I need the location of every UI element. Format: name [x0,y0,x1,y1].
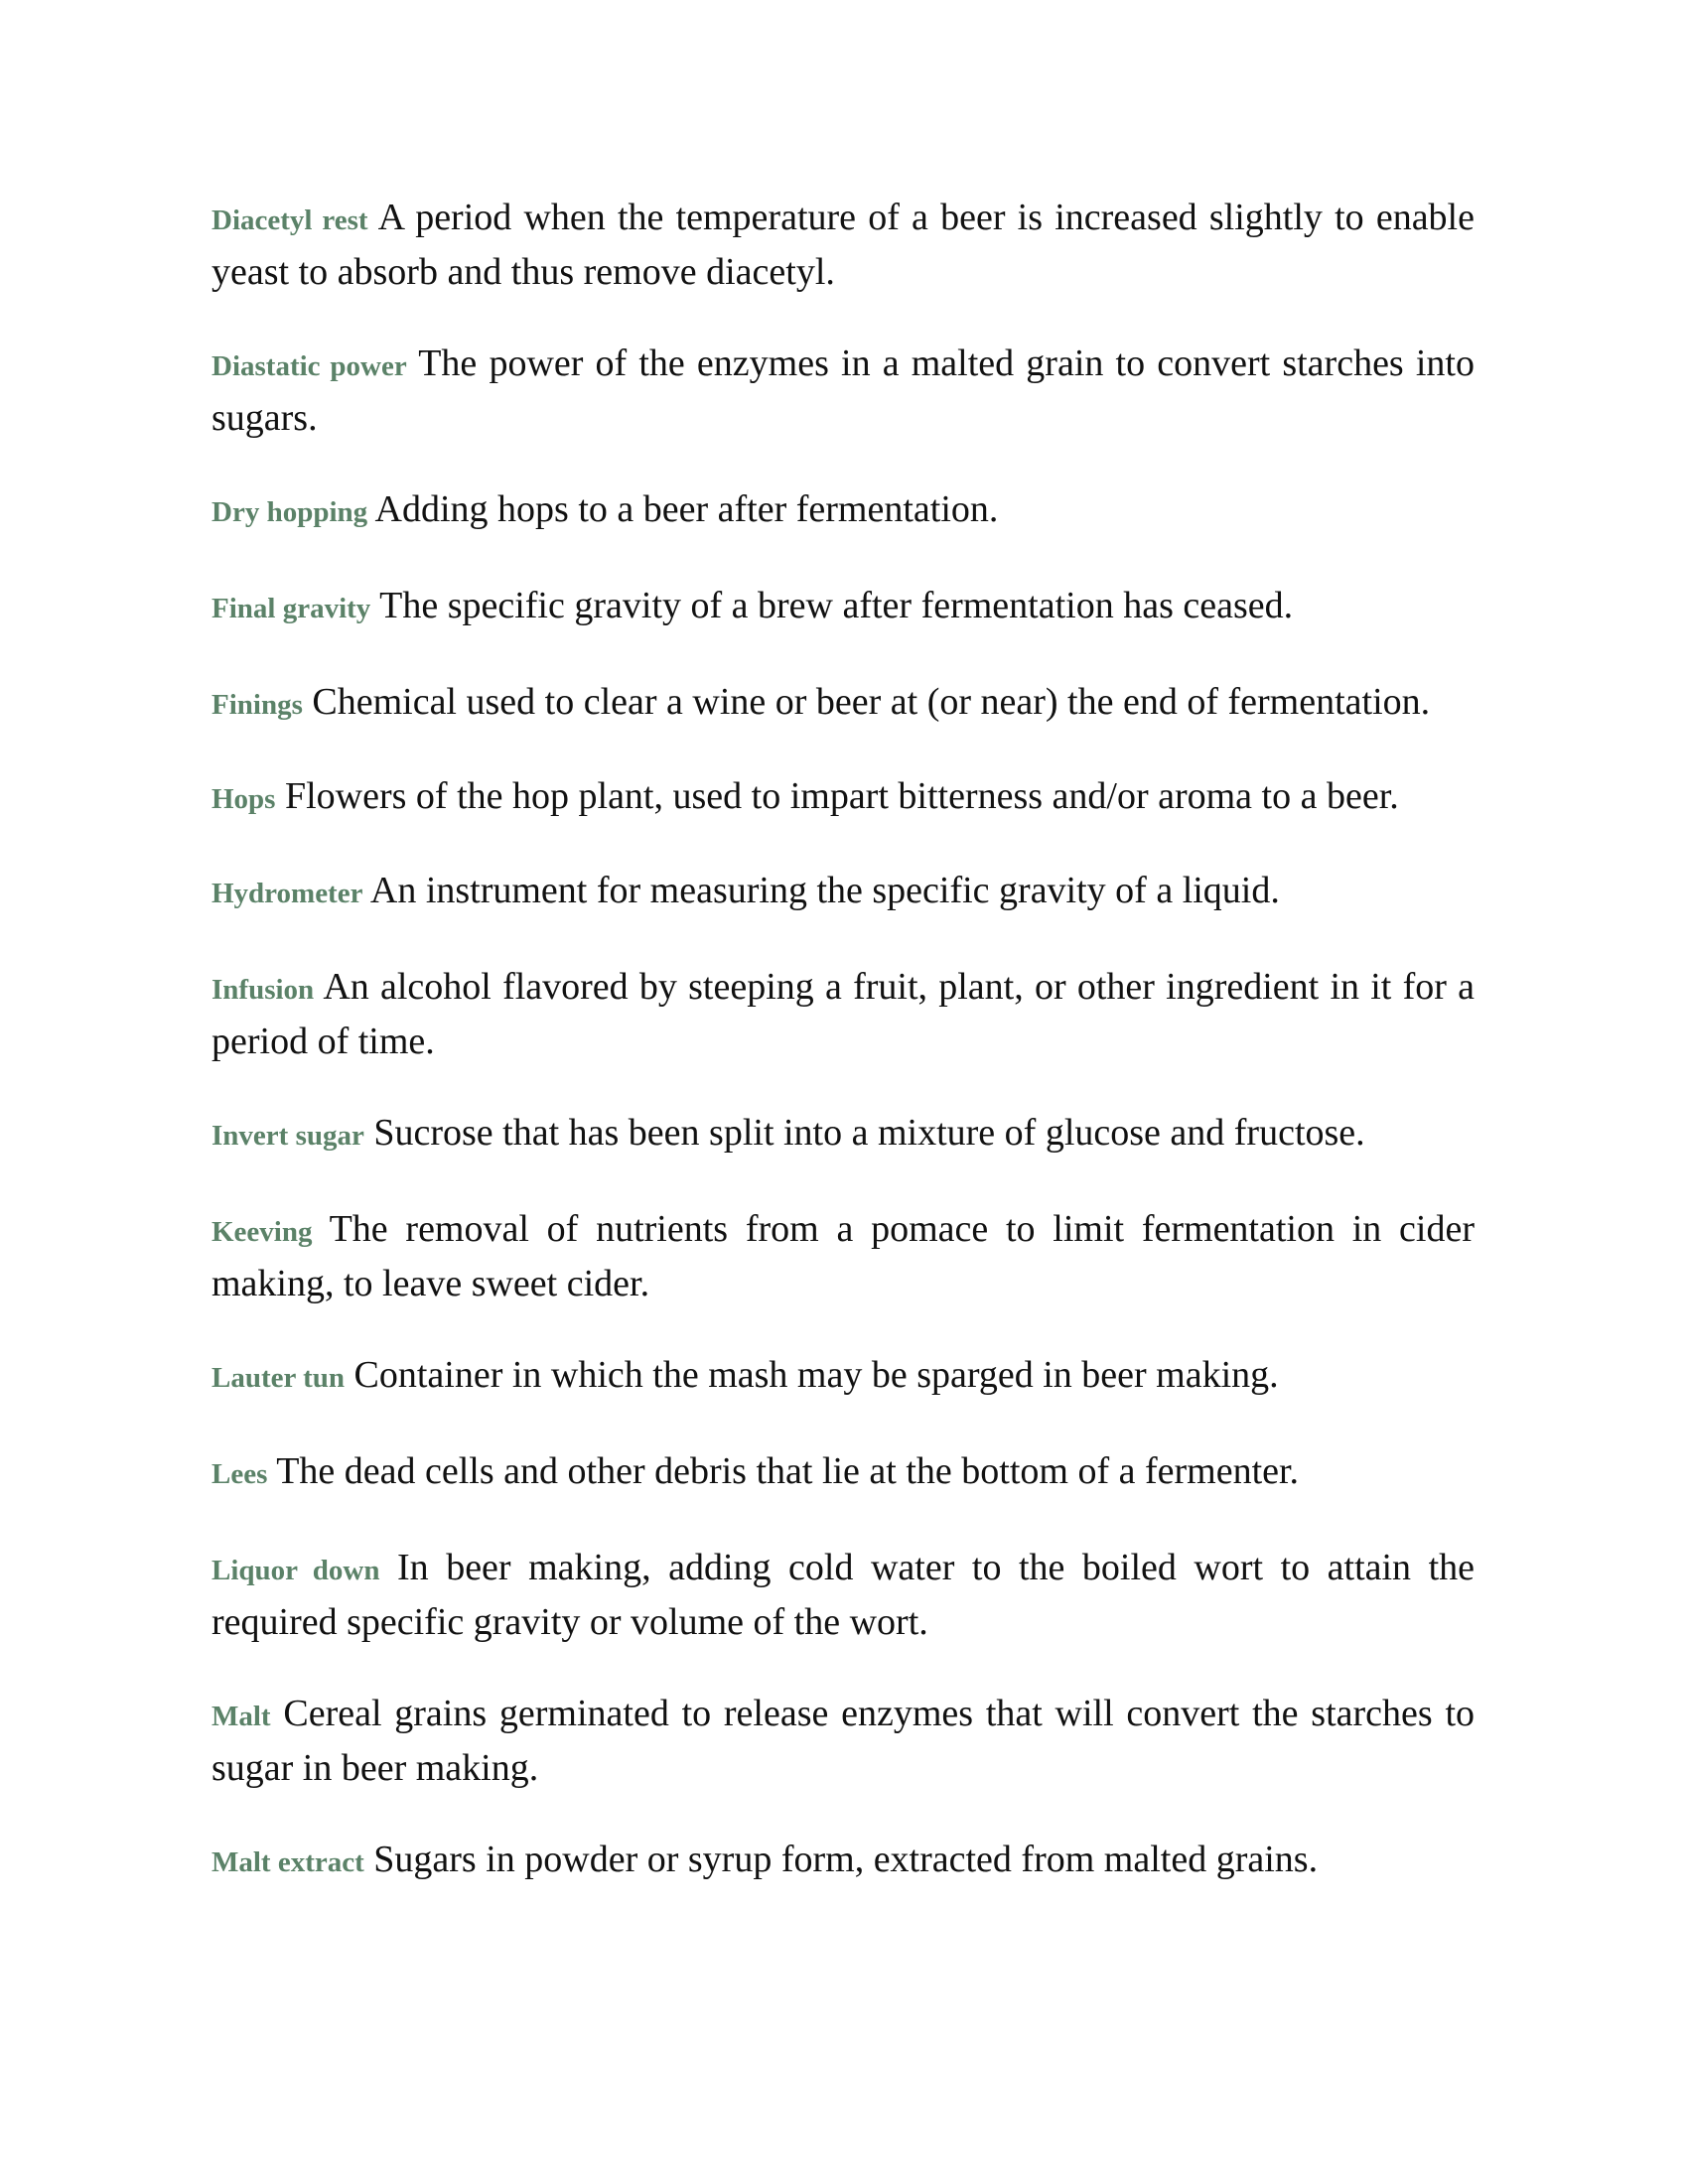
glossary-definition: The dead cells and other debris that lie at the bottom of a fermenter. [276,1450,1300,1492]
glossary-term: Liquor down [211,1555,380,1586]
glossary-definition: Cereal grains germinated to release enzymes that will convert the starches to sugar in beer making. [211,1693,1476,1789]
glossary-entry [211,1834,1475,1888]
glossary-term: Hops [211,783,276,815]
glossary-term: Lauter tun [211,1362,346,1394]
glossary-entry [211,1445,1475,1500]
glossary-term: Final gravity [211,593,371,624]
glossary-entry [211,1349,1475,1404]
glossary-term: Dry hopping [211,496,368,528]
glossary-entry [211,1107,1475,1161]
glossary-definition: Chemical used to clear a wine or beer at (or near) the end of fermentation. [312,681,1431,723]
glossary-definition: The power of the enzymes in a malted grain to convert starches into sugars. [211,342,1475,439]
glossary-term: Diastatic power [211,350,407,382]
glossary-definition: The removal of nutrients from a pomace to limit fermentation in cider making, to leave sweet cider. [211,1208,1475,1304]
glossary-term: Hydrometer [211,878,363,909]
glossary-definition: The specific gravity of a brew after fermentation has ceased. [379,585,1294,626]
glossary-entry [211,483,1475,538]
glossary-entry [211,865,1475,919]
glossary-entry [211,676,1475,731]
glossary-term: Infusion [211,974,315,1006]
glossary-entry [211,770,1475,825]
glossary-entry [211,1203,1475,1309]
glossary-definition: An instrument for measuring the specific gravity of a liquid. [369,870,1280,911]
glossary-term: Diacetyl rest [211,205,368,236]
glossary-definition: Adding hops to a beer after fermentation. [374,488,999,530]
glossary-entry [211,580,1475,634]
glossary-entry [211,192,1475,298]
glossary-term: Lees [211,1458,268,1490]
glossary-definition: A period when the temperature of a beer is increased slightly to enable yeast to absorb and thus remove diacetyl. [211,197,1475,293]
glossary-definition: Container in which the mash may be sparged in beer making. [353,1354,1279,1396]
glossary-definition: An alcohol flavored by steeping a fruit, plant, or other ingredient in it for a period of time. [211,966,1476,1062]
glossary-term: Finings [211,689,303,721]
glossary-term: Keeving [211,1216,313,1248]
glossary-entry [211,1688,1475,1794]
glossary-definition: Flowers of the hop plant, used to impart bitterness and/or aroma to a beer. [284,775,1399,817]
glossary-entry [211,338,1475,444]
glossary-entry [211,1542,1475,1648]
glossary-term: Malt [211,1701,271,1732]
glossary-definition: Sugars in powder or syrup form, extracted from malted grains. [373,1839,1319,1880]
glossary-entry [211,961,1475,1067]
glossary-definition: In beer making, adding cold water to the boiled wort to attain the required specific gravity or volume of the wort. [211,1547,1476,1643]
glossary-page [211,192,1475,1930]
glossary-term: Malt extract [211,1846,364,1878]
glossary-definition: Sucrose that has been split into a mixture of glucose and fructose. [373,1112,1365,1154]
glossary-term: Invert sugar [211,1120,364,1152]
